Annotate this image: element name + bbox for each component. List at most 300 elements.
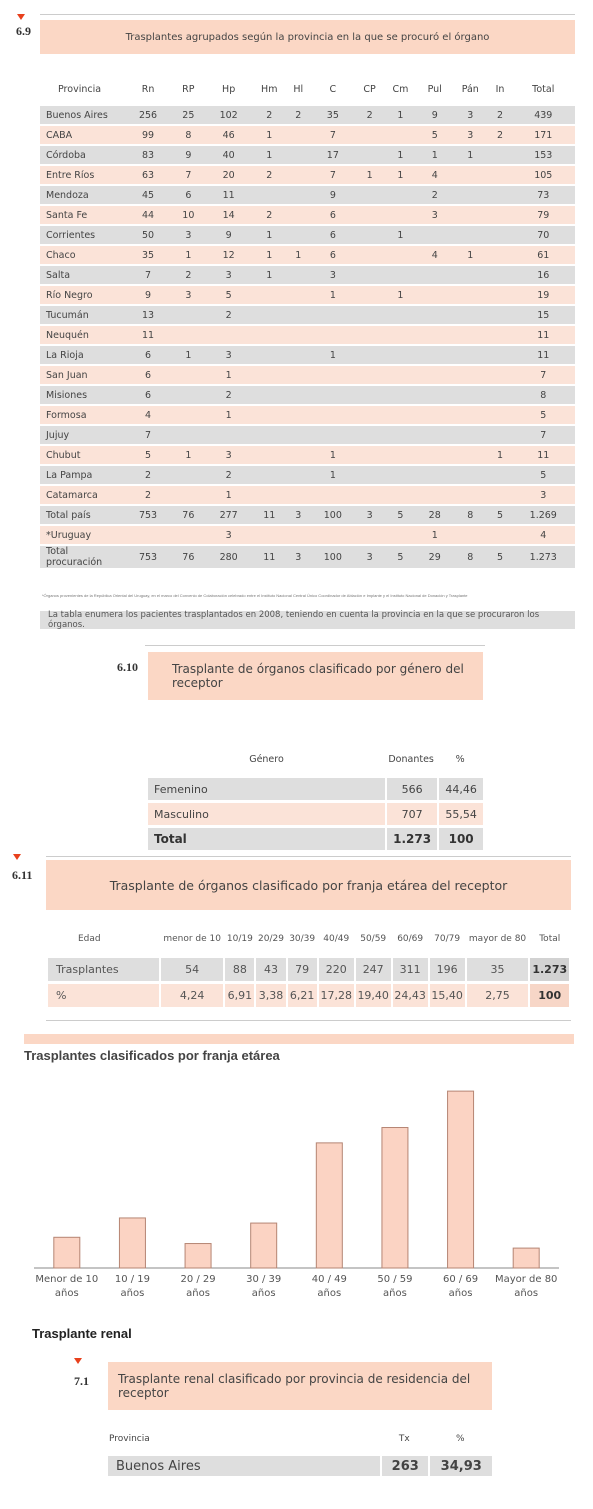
table-row xyxy=(108,1456,492,1476)
province-cell: Córdoba xyxy=(40,146,125,164)
value-cell xyxy=(356,426,383,444)
table-title-band xyxy=(46,860,571,910)
column-header: menor de 10 xyxy=(163,934,221,944)
value-cell: 1 xyxy=(383,166,417,184)
value-cell xyxy=(287,146,310,164)
value-cell xyxy=(356,246,383,264)
value-cell xyxy=(287,426,310,444)
value-cell: 1 xyxy=(310,286,356,304)
value-cell xyxy=(452,406,489,424)
province-cell: La Pampa xyxy=(40,466,125,484)
table-title: Trasplante de órganos clasificado por género del receptor xyxy=(172,662,464,690)
value-cell: 2 xyxy=(125,466,171,484)
table-title: Trasplante de órganos clasificado por franja etárea del receptor xyxy=(109,877,508,893)
column-header: mayor de 80 xyxy=(468,934,527,944)
value-cell: 8 xyxy=(452,546,489,568)
column-header: Pul xyxy=(427,83,442,95)
value-cell: 7 xyxy=(125,426,171,444)
province-cell: Jujuy xyxy=(40,426,125,444)
table-row xyxy=(40,226,575,244)
value-cell: 7 xyxy=(512,426,575,444)
value-cell: 14 xyxy=(206,206,252,224)
value-cell: 9 xyxy=(206,226,252,244)
column-header: Edad xyxy=(78,934,101,944)
value-cell: 55,54 xyxy=(437,803,483,825)
bar xyxy=(382,1128,408,1268)
value-cell: 3 xyxy=(171,226,206,244)
value-cell: 1 xyxy=(310,446,356,464)
gender-cell: Total xyxy=(148,828,385,850)
table-row xyxy=(40,266,575,284)
value-cell: 753 xyxy=(125,546,171,568)
value-cell xyxy=(383,186,417,204)
bar xyxy=(54,1237,80,1268)
value-cell: 6 xyxy=(125,386,171,404)
value-cell xyxy=(383,486,417,504)
column-header: 50/59 xyxy=(360,934,387,944)
value-cell: 1 xyxy=(287,246,310,264)
value-cell: 1 xyxy=(252,266,287,284)
column-header: Total xyxy=(532,83,555,95)
value-cell: 1 xyxy=(206,366,252,384)
value-cell xyxy=(356,486,383,504)
divider xyxy=(46,1020,571,1021)
value-cell xyxy=(356,206,383,224)
value-cell: 2,75 xyxy=(467,984,529,1007)
value-cell: 3 xyxy=(310,266,356,284)
value-cell: 105 xyxy=(512,166,575,184)
column-header: CP xyxy=(363,83,376,95)
value-cell xyxy=(252,446,287,464)
gender-table xyxy=(148,740,483,853)
province-cell: Chaco xyxy=(40,246,125,264)
value-cell: 7 xyxy=(512,366,575,384)
value-cell: 83 xyxy=(125,146,171,164)
column-header: 70/79 xyxy=(434,934,461,944)
value-cell xyxy=(452,386,489,404)
value-cell: 13 xyxy=(125,306,171,324)
value-cell xyxy=(452,306,489,324)
value-cell: 153 xyxy=(512,146,575,164)
value-cell xyxy=(252,326,287,344)
value-cell: 5 xyxy=(489,546,512,568)
value-cell: 566 xyxy=(385,778,437,800)
value-cell: 9 xyxy=(310,186,356,204)
value-cell: 196 xyxy=(430,958,465,981)
value-cell xyxy=(287,166,310,184)
value-cell: 1.273 xyxy=(512,546,575,568)
value-cell xyxy=(417,226,452,244)
value-cell xyxy=(287,266,310,284)
value-cell xyxy=(452,366,489,384)
value-cell: 1 xyxy=(206,486,252,504)
value-cell: 7 xyxy=(310,166,356,184)
value-cell: 6 xyxy=(125,346,171,364)
value-cell xyxy=(452,446,489,464)
value-cell xyxy=(452,286,489,304)
value-cell xyxy=(383,206,417,224)
value-cell: 63 xyxy=(125,166,171,184)
value-cell: 28 xyxy=(417,506,452,524)
value-cell: 43 xyxy=(256,958,285,981)
bar xyxy=(119,1218,145,1268)
table-row xyxy=(148,778,483,800)
table-row xyxy=(40,486,575,504)
value-cell: 11 xyxy=(125,326,171,344)
x-tick-label: 60 / 69 xyxy=(442,1274,479,1285)
row-label: % xyxy=(48,984,159,1007)
value-cell: 1 xyxy=(171,246,206,264)
value-cell: 2 xyxy=(206,386,252,404)
marker-icon xyxy=(13,854,21,860)
value-cell: 1 xyxy=(383,106,417,124)
table-row xyxy=(40,106,575,124)
value-cell: 70 xyxy=(512,226,575,244)
value-cell xyxy=(417,386,452,404)
value-cell: 29 xyxy=(417,546,452,568)
value-cell xyxy=(252,466,287,484)
value-cell: 19 xyxy=(512,286,575,304)
value-cell xyxy=(356,386,383,404)
value-cell xyxy=(489,486,512,504)
table-row xyxy=(48,958,569,981)
value-cell xyxy=(171,406,206,424)
value-cell: 1.273 xyxy=(385,828,437,850)
value-cell xyxy=(452,346,489,364)
value-cell: 61 xyxy=(512,246,575,264)
value-cell: 100 xyxy=(310,546,356,568)
value-cell xyxy=(356,406,383,424)
value-cell xyxy=(252,486,287,504)
x-tick-label: 40 / 49 xyxy=(311,1274,347,1285)
table-row xyxy=(40,146,575,164)
value-cell xyxy=(489,286,512,304)
value-cell xyxy=(206,326,252,344)
province-cell: San Juan xyxy=(40,366,125,384)
caption: La tabla enumera los pacientes trasplantados en 2008, teniendo en cuenta la provincia en la que se procuraron los órganos. xyxy=(48,610,540,630)
value-cell xyxy=(356,186,383,204)
table-row xyxy=(40,366,575,384)
value-cell: 5 xyxy=(383,546,417,568)
value-cell: 1 xyxy=(383,286,417,304)
value-cell: 16 xyxy=(512,266,575,284)
table-title-band xyxy=(40,20,575,54)
value-cell: 1 xyxy=(417,526,452,544)
value-cell xyxy=(310,326,356,344)
table-row xyxy=(40,286,575,304)
value-cell xyxy=(489,466,512,484)
value-cell xyxy=(383,266,417,284)
value-cell: 79 xyxy=(512,206,575,224)
value-cell xyxy=(287,186,310,204)
value-cell: 1 xyxy=(310,466,356,484)
section-number: 6.10 xyxy=(117,660,138,674)
footnote: *Órganos provenientes de la República Oriental del Uruguay, en el marco del Convenio de Colaboración celebrado entre el Instituto Nacional Central Único Coordinador de Ablación e Implante y el Instituto Nacional de Donación y Trasplante xyxy=(42,593,468,598)
value-cell xyxy=(489,346,512,364)
province-cell: CABA xyxy=(40,126,125,144)
value-cell: 753 xyxy=(125,506,171,524)
value-cell xyxy=(383,526,417,544)
value-cell xyxy=(252,386,287,404)
value-cell: 2 xyxy=(206,466,252,484)
value-cell xyxy=(489,326,512,344)
value-cell xyxy=(356,306,383,324)
bar xyxy=(513,1248,539,1268)
value-cell: 3,38 xyxy=(256,984,285,1007)
value-cell xyxy=(452,426,489,444)
x-tick-label: años xyxy=(448,1288,473,1299)
value-cell: 11 xyxy=(252,506,287,524)
value-cell xyxy=(171,426,206,444)
value-cell: 171 xyxy=(512,126,575,144)
value-cell: 15 xyxy=(512,306,575,324)
value-cell xyxy=(489,426,512,444)
value-cell xyxy=(287,466,310,484)
value-cell: 79 xyxy=(288,958,317,981)
value-cell: 44,46 xyxy=(437,778,483,800)
value-cell: 4 xyxy=(512,526,575,544)
province-cell: Santa Fe xyxy=(40,206,125,224)
column-header: 10/19 xyxy=(226,934,253,944)
section-number: 7.1 xyxy=(74,1374,89,1388)
column-header: Provincia xyxy=(58,83,102,95)
column-header: Rn xyxy=(141,83,155,95)
value-cell: 1 xyxy=(206,406,252,424)
value-cell xyxy=(489,266,512,284)
value-cell: 25 xyxy=(171,106,206,124)
x-tick-label: 20 / 29 xyxy=(180,1274,216,1285)
value-cell: 1.269 xyxy=(512,506,575,524)
value-cell: 1 xyxy=(452,246,489,264)
x-tick-label: 10 / 19 xyxy=(114,1274,151,1285)
value-cell xyxy=(125,526,171,544)
table-row xyxy=(40,506,575,524)
value-cell xyxy=(383,386,417,404)
value-cell xyxy=(417,486,452,504)
value-cell xyxy=(356,326,383,344)
value-cell xyxy=(383,446,417,464)
value-cell: 35 xyxy=(467,958,529,981)
column-header: Hm xyxy=(261,83,278,95)
value-cell: 311 xyxy=(393,958,428,981)
table-row xyxy=(40,246,575,264)
chart-top-band xyxy=(24,1034,574,1044)
value-cell xyxy=(356,266,383,284)
value-cell xyxy=(417,466,452,484)
value-cell: 44 xyxy=(125,206,171,224)
value-cell xyxy=(310,306,356,324)
x-tick-label: años xyxy=(317,1288,342,1299)
value-cell xyxy=(489,386,512,404)
value-cell xyxy=(489,186,512,204)
value-cell xyxy=(252,366,287,384)
value-cell xyxy=(356,346,383,364)
value-cell: 88 xyxy=(225,958,254,981)
value-cell xyxy=(417,286,452,304)
province-cell: La Rioja xyxy=(40,346,125,364)
x-tick-label: años xyxy=(120,1288,145,1299)
value-cell: 1 xyxy=(417,146,452,164)
value-cell: 102 xyxy=(206,106,252,124)
table-row xyxy=(40,446,575,464)
value-cell xyxy=(171,526,206,544)
column-header: 30/39 xyxy=(289,934,316,944)
value-cell: 34,93 xyxy=(428,1456,492,1476)
table-row xyxy=(148,828,483,850)
value-cell: 7 xyxy=(310,126,356,144)
age-table xyxy=(46,920,571,1010)
value-cell xyxy=(356,366,383,384)
value-cell xyxy=(383,346,417,364)
value-cell xyxy=(287,286,310,304)
value-cell: 35 xyxy=(125,246,171,264)
province-cell: Total país xyxy=(40,506,125,524)
table-row xyxy=(40,206,575,224)
divider xyxy=(145,645,485,646)
value-cell: 6 xyxy=(125,366,171,384)
table-title-band xyxy=(108,1362,492,1410)
province-cell: Corrientes xyxy=(40,226,125,244)
table-row xyxy=(40,466,575,484)
value-cell: 707 xyxy=(385,803,437,825)
value-cell xyxy=(252,526,287,544)
value-cell: 9 xyxy=(125,286,171,304)
value-cell xyxy=(489,366,512,384)
province-cell: Formosa xyxy=(40,406,125,424)
column-header: RP xyxy=(182,83,195,95)
value-cell: 4 xyxy=(417,246,452,264)
bar xyxy=(316,1143,342,1268)
value-cell xyxy=(452,526,489,544)
value-cell: 5 xyxy=(512,406,575,424)
value-cell: 99 xyxy=(125,126,171,144)
province-cell: Catamarca xyxy=(40,486,125,504)
value-cell xyxy=(356,446,383,464)
table-title-band xyxy=(148,652,483,700)
value-cell xyxy=(417,406,452,424)
value-cell: 50 xyxy=(125,226,171,244)
value-cell: 11 xyxy=(206,186,252,204)
value-cell: 6 xyxy=(310,206,356,224)
province-cell: Chubut xyxy=(40,446,125,464)
value-cell: 5 xyxy=(206,286,252,304)
table-row xyxy=(148,803,483,825)
value-cell: 2 xyxy=(125,486,171,504)
province-cell: Misiones xyxy=(40,386,125,404)
value-cell: 3 xyxy=(206,266,252,284)
x-tick-label: años xyxy=(514,1288,539,1299)
value-cell xyxy=(383,406,417,424)
province-cell: Buenos Aires xyxy=(108,1456,380,1476)
column-header: Género xyxy=(249,753,284,765)
value-cell: 40 xyxy=(206,146,252,164)
value-cell xyxy=(356,146,383,164)
value-cell xyxy=(252,306,287,324)
value-cell: 4 xyxy=(125,406,171,424)
section-heading: Trasplante renal xyxy=(32,1326,132,1341)
value-cell xyxy=(489,146,512,164)
value-cell: 2 xyxy=(252,166,287,184)
renal-table xyxy=(108,1422,492,1479)
column-header: Cm xyxy=(392,83,409,95)
x-tick-label: años xyxy=(251,1288,276,1299)
value-cell xyxy=(489,166,512,184)
value-cell: 24,43 xyxy=(393,984,428,1007)
age-bar-chart xyxy=(24,1066,574,1316)
value-cell xyxy=(452,466,489,484)
value-cell xyxy=(489,206,512,224)
value-cell: 3 xyxy=(171,286,206,304)
value-cell xyxy=(489,526,512,544)
value-cell xyxy=(287,446,310,464)
section-number: 6.9 xyxy=(16,24,31,38)
value-cell: 439 xyxy=(512,106,575,124)
table-row xyxy=(40,306,575,324)
table-row xyxy=(40,406,575,424)
province-cell: Neuquén xyxy=(40,326,125,344)
value-cell xyxy=(383,246,417,264)
value-cell xyxy=(171,366,206,384)
value-cell xyxy=(171,386,206,404)
value-cell: 35 xyxy=(310,106,356,124)
x-tick-label: años xyxy=(186,1288,210,1299)
value-cell xyxy=(356,286,383,304)
table-row xyxy=(40,426,575,444)
value-cell: 247 xyxy=(356,958,391,981)
value-cell: 5 xyxy=(383,506,417,524)
x-tick-label: años xyxy=(54,1288,79,1299)
value-cell: 6 xyxy=(310,246,356,264)
column-header: % xyxy=(455,753,465,765)
value-cell xyxy=(383,306,417,324)
table-row xyxy=(40,346,575,364)
value-cell: 15,40 xyxy=(430,984,465,1007)
value-cell: 1 xyxy=(252,126,287,144)
value-cell: 9 xyxy=(171,146,206,164)
value-cell xyxy=(383,466,417,484)
value-cell xyxy=(287,406,310,424)
column-header: C xyxy=(329,83,337,95)
value-cell: 3 xyxy=(417,206,452,224)
value-cell xyxy=(417,366,452,384)
value-cell: 3 xyxy=(287,546,310,568)
value-cell xyxy=(417,306,452,324)
value-cell xyxy=(452,326,489,344)
province-cell: Salta xyxy=(40,266,125,284)
value-cell xyxy=(252,426,287,444)
value-cell: 2 xyxy=(356,106,383,124)
province-cell: Río Negro xyxy=(40,286,125,304)
value-cell xyxy=(489,226,512,244)
value-cell xyxy=(452,206,489,224)
value-cell: 3 xyxy=(512,486,575,504)
column-header: In xyxy=(495,83,505,95)
value-cell: 4,24 xyxy=(161,984,223,1007)
x-tick-label: años xyxy=(383,1288,407,1299)
value-cell: 1 xyxy=(383,226,417,244)
table-row xyxy=(40,546,575,568)
value-cell xyxy=(452,166,489,184)
column-header: Hp xyxy=(222,83,236,95)
value-cell xyxy=(356,466,383,484)
value-cell: 11 xyxy=(512,346,575,364)
table-title: Trasplante renal clasificado por provincia de residencia del receptor xyxy=(118,1372,471,1400)
value-cell xyxy=(489,306,512,324)
value-cell: 5 xyxy=(125,446,171,464)
value-cell xyxy=(171,326,206,344)
value-cell: 100 xyxy=(437,828,483,850)
value-cell: 1 xyxy=(171,346,206,364)
